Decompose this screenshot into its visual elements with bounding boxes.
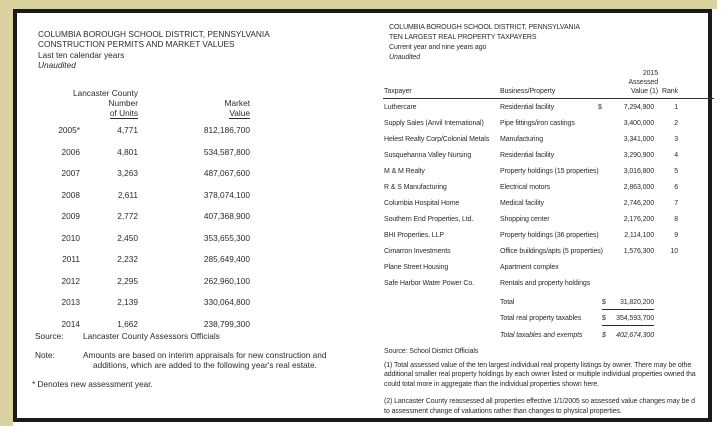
units-cell: 1,662 xyxy=(117,318,138,329)
currency-cell: $ xyxy=(598,103,602,111)
assessed-value-cell: 3,341,000 xyxy=(623,135,654,143)
total-currency: $ xyxy=(602,315,606,322)
page-frame xyxy=(13,9,712,422)
note-label: Note: xyxy=(35,350,55,360)
business-cell: Shopping center xyxy=(500,215,550,223)
construction-table-row xyxy=(17,211,250,233)
market-value-cell: 285,649,400 xyxy=(203,254,250,265)
right-unaudited-label: Unaudited xyxy=(389,54,421,61)
taxpayer-table-row xyxy=(384,167,678,183)
assessed-value-cell: 2,746,200 xyxy=(623,199,654,207)
total-label: Total real property taxables xyxy=(500,315,582,322)
rank-cell: 3 xyxy=(674,135,678,143)
rank-cell: 5 xyxy=(674,167,678,175)
header-rule xyxy=(383,98,714,100)
units-cell: 2,139 xyxy=(117,297,138,308)
year-cell: 2014 xyxy=(61,318,80,329)
right-title-line-3: Current year and nine years ago xyxy=(389,44,487,51)
units-cell: 2,295 xyxy=(117,275,138,286)
taxpayers-table-rows xyxy=(384,103,678,295)
assessed-value-cell: 3,290,900 xyxy=(623,151,654,159)
year-cell: 2012 xyxy=(61,275,80,286)
assessed-value-header xyxy=(574,69,658,96)
taxpayer-cell: Southern End Properties, Ltd. xyxy=(384,215,474,223)
year-cell: 2007 xyxy=(61,168,80,179)
left-title-line-2: CONSTRUCTION PERMITS AND MARKET VALUES xyxy=(38,39,235,50)
taxpayer-cell: Supply Sales (Anvil International) xyxy=(384,119,484,127)
units-cell: 2,611 xyxy=(117,189,138,200)
business-cell: Medical facility xyxy=(500,199,544,207)
total-row xyxy=(384,298,678,315)
scan-edge-top xyxy=(0,0,717,9)
taxpayer-cell: R & S Manufacturing xyxy=(384,183,447,191)
taxpayer-table-row xyxy=(384,119,678,135)
taxpayer-table-row xyxy=(384,183,678,199)
rank-cell: 8 xyxy=(674,215,678,223)
assessed-value-cell: 3,400,000 xyxy=(623,119,654,127)
units-header-line2: of Units xyxy=(109,108,138,118)
business-cell: Electrical motors xyxy=(500,183,551,191)
left-unaudited-label: Unaudited xyxy=(38,59,76,70)
rank-column-header: Rank xyxy=(662,88,678,95)
business-cell: Office buildings/apts (5 properties) xyxy=(500,247,603,255)
source-text: Lancaster County Assessors Officials xyxy=(83,331,220,341)
footnote-1-line-3: could total more in aggregate than the individual properties shown here. xyxy=(384,380,599,388)
taxpayer-table-row xyxy=(384,247,678,263)
construction-table-row xyxy=(17,147,250,169)
market-value-cell: 812,186,700 xyxy=(203,125,250,135)
business-cell: Pipe fittings/iron castings xyxy=(500,119,575,127)
total-currency: $ xyxy=(602,331,606,339)
total-label: Total xyxy=(500,298,515,306)
construction-table-row xyxy=(17,254,250,276)
assessed-value-header-year: 2015 xyxy=(642,70,658,77)
construction-table-header xyxy=(17,88,250,118)
assessed-value-cell: 7,294,900 xyxy=(623,103,654,111)
year-cell: 2005* xyxy=(58,125,80,135)
construction-table-row xyxy=(17,276,250,298)
note-line-2: additions, which are added to the following year's real estate. xyxy=(93,359,317,370)
construction-table-rows xyxy=(17,125,250,340)
taxpayer-cell: Susquehanna Valley Nursing xyxy=(384,151,472,159)
assessed-value-cell: 2,863,000 xyxy=(623,183,654,191)
year-cell: 2011 xyxy=(62,254,80,265)
assessed-value-cell: 1,576,300 xyxy=(623,247,654,255)
rank-cell: 4 xyxy=(674,151,678,159)
note-line-1: Amounts are based on interim appraisals for new construction and xyxy=(83,350,327,360)
market-value-cell: 238,799,300 xyxy=(203,318,250,329)
market-value-cell: 378,074,100 xyxy=(203,189,250,200)
units-cell: 4,801 xyxy=(117,146,138,157)
taxpayer-table-row xyxy=(384,135,678,151)
total-currency: $ xyxy=(602,298,606,306)
units-cell: 2,232 xyxy=(117,254,138,265)
business-cell: Apartment complex xyxy=(500,263,559,271)
taxpayer-cell: Cimarron Investments xyxy=(384,247,451,255)
right-title-block xyxy=(389,23,580,63)
year-cell: 2010 xyxy=(61,232,80,243)
taxpayer-table-row xyxy=(384,151,678,167)
year-cell: 2013 xyxy=(61,297,80,308)
units-cell: 2,450 xyxy=(117,232,138,243)
left-note-row xyxy=(35,351,327,370)
assessment-year-footnote: * Denotes new assessment year. xyxy=(32,379,153,389)
taxpayer-column-header: Taxpayer xyxy=(384,88,412,95)
rank-cell: 6 xyxy=(674,183,678,191)
taxpayer-cell: Columbia Hospital Home xyxy=(384,199,460,207)
left-source-row xyxy=(35,331,220,341)
note-text xyxy=(83,351,327,370)
right-title-line-2: TEN LARGEST REAL PROPERTY TAXPAYERS xyxy=(389,34,537,41)
taxpayer-cell: Helest Realty Corp/Colonial Metals xyxy=(384,135,490,143)
rank-cell: 2 xyxy=(674,119,678,127)
footnote-2-line-1: (2) Lancaster County reassessed all properties effective 1/1/2005 so assessed value changes may be d xyxy=(384,398,695,405)
total-row xyxy=(384,314,678,331)
rank-cell: 10 xyxy=(670,247,678,255)
right-title-line-1: COLUMBIA BOROUGH SCHOOL DISTRICT, PENNSYLVANIA xyxy=(389,24,580,31)
units-cell: 4,771 xyxy=(117,125,138,135)
market-header-line1: Market xyxy=(224,98,250,108)
taxpayer-cell: M & M Realty xyxy=(384,167,425,175)
total-value-box xyxy=(602,298,654,310)
assessed-value-cell: 2,176,200 xyxy=(623,215,654,223)
construction-table-row xyxy=(17,233,250,255)
taxpayer-table-row xyxy=(384,103,678,119)
year-cell: 2006 xyxy=(61,146,80,157)
business-cell: Residential facility xyxy=(500,151,555,159)
assessed-value-header-assessed: Assessed xyxy=(628,79,658,86)
footnote-1-line-2: additional smaller real property holdings by each owner listed or multiple individual properties owned tha xyxy=(384,371,696,379)
footnote-2-line-2: to assessment change of valuations rather than changes to physical properties. xyxy=(384,407,622,415)
right-source-text: Source: School District Officials xyxy=(384,348,479,355)
taxpayer-table-row xyxy=(384,279,678,295)
year-cell: 2008 xyxy=(61,189,80,200)
rank-cell: 7 xyxy=(674,199,678,207)
market-value-cell: 407,368,900 xyxy=(203,211,250,222)
market-value-cell: 330,064,800 xyxy=(203,297,250,308)
footnote-1-line-1: (1) Total assessed value of the ten largest individual real property listings by owner. There may be othe xyxy=(384,361,692,369)
rank-cell: 9 xyxy=(674,231,678,239)
assessed-value-header-value: Value (1) xyxy=(631,88,658,95)
total-value: 31,820,200 xyxy=(619,298,654,306)
footnote-2 xyxy=(384,397,714,416)
scan-edge-left xyxy=(0,0,13,426)
taxpayer-table-row xyxy=(384,231,678,247)
assessed-value-cell: 2,114,100 xyxy=(624,231,654,239)
left-title-line-3: Last ten calendar years xyxy=(38,49,125,60)
taxpayer-table-row xyxy=(384,199,678,215)
total-value-box xyxy=(602,331,654,341)
units-cell: 2,772 xyxy=(117,211,138,222)
total-value-box xyxy=(602,314,654,326)
left-title-line-1: COLUMBIA BOROUGH SCHOOL DISTRICT, PENNSYLVANIA xyxy=(38,29,270,39)
business-column-header: Business/Property xyxy=(500,88,556,95)
market-header-line2: Value xyxy=(229,108,250,118)
taxpayer-cell: BHI Properties, LLP xyxy=(384,231,444,239)
business-cell: Rentals and property holdings xyxy=(500,279,591,287)
taxpayer-table-row xyxy=(384,215,678,231)
market-value-cell: 534,587,800 xyxy=(203,146,250,157)
taxpayer-table-row xyxy=(384,263,678,279)
business-cell: Property holdings (36 properties) xyxy=(500,231,599,239)
construction-table-row xyxy=(17,125,250,147)
total-value: 354,593,700 xyxy=(616,315,654,322)
units-cell: 3,263 xyxy=(117,168,138,179)
total-value: 402,674,300 xyxy=(616,331,654,339)
construction-table-row xyxy=(17,297,250,319)
source-label: Source: xyxy=(35,331,64,341)
county-group-header: Lancaster County xyxy=(72,88,138,98)
business-cell: Manufacturing xyxy=(500,135,544,143)
market-value-cell: 487,067,600 xyxy=(203,168,250,179)
business-cell: Property holdings (15 properties) xyxy=(500,167,599,175)
total-label: Total taxables and exempts xyxy=(500,331,583,339)
business-cell: Residential facility xyxy=(500,103,555,111)
market-value-cell: 353,655,300 xyxy=(203,232,250,243)
assessed-value-cell: 3,016,800 xyxy=(623,167,654,175)
construction-table-row xyxy=(17,168,250,190)
construction-table-row xyxy=(17,190,250,212)
totals-rows xyxy=(384,298,678,348)
footnote-1 xyxy=(384,361,714,390)
left-title-block xyxy=(38,29,270,70)
market-value-cell: 262,960,100 xyxy=(203,275,250,286)
taxpayer-cell: Plane Street Housing xyxy=(384,263,449,271)
taxpayer-cell: Luthercare xyxy=(384,103,417,111)
units-header-line1: Number xyxy=(108,98,138,108)
page-content xyxy=(17,13,708,418)
taxpayer-cell: Safe Harbor Water Power Co. xyxy=(384,279,475,287)
year-cell: 2009 xyxy=(61,211,80,222)
total-row xyxy=(384,331,678,348)
rank-cell: 1 xyxy=(674,103,678,111)
